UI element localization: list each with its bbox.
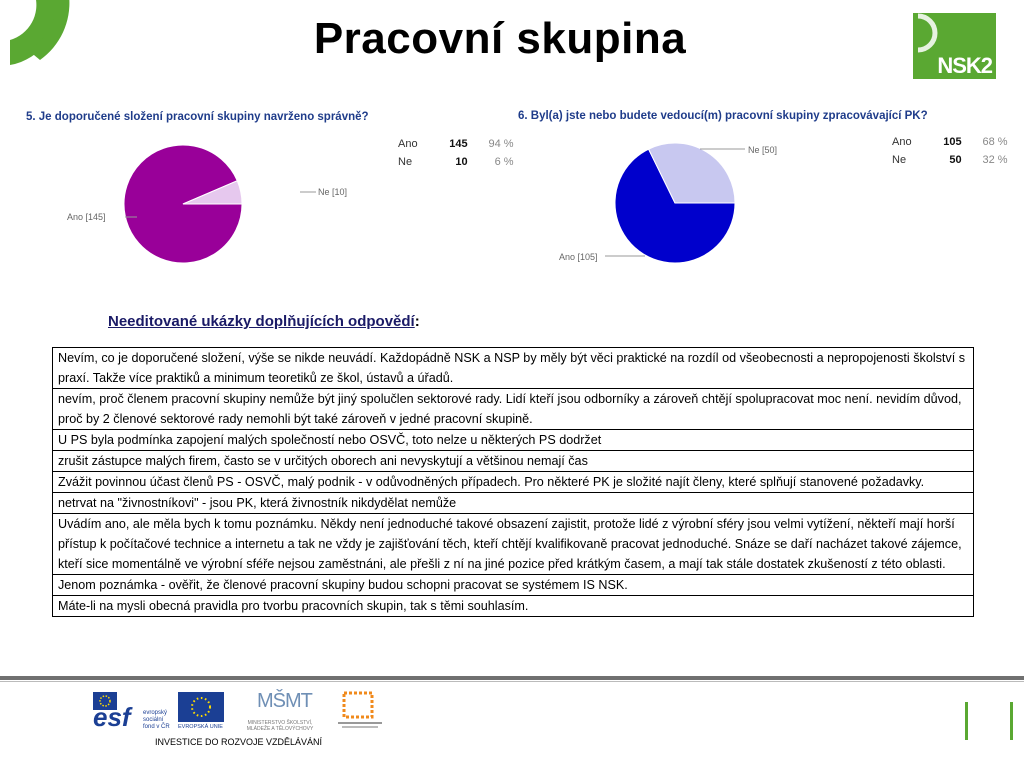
answer-text: Jenom poznámka - ověřit, že členové pracovní skupiny budou schopni pracovat se systémem IS NSK. <box>53 575 974 596</box>
answer-row <box>53 472 974 493</box>
answer-text: Uvádím ano, ale měla bych k tomu poznámku. Někdy není jednoduché takové obsazení zajistit, protože lidé z výrobní sféry jsou velmi vytížení, někteří mají horší přístup k počítačové technice a internetu a tak ne vždy je zajišťování těch, kteří chtějí kvalifikovaně pracovat jednoduché. Snáze se daří nacházet takové zájemce, kteří sice momentálně ve výrobní sféře nejsou zaměstnáni, ale přešli z ní na jiné pozice před krátkým časem, a mají tak stále dostatek zkušeností z této oblasti. <box>53 514 974 575</box>
chart5-stats-row <box>392 153 520 171</box>
answer-text: Nevím, co je doporučené složení, výše se nikde neuvádí. Každopádně NSK a NSP by měly být věci praktické na rozdíl od všeobecnosti a nepropojenosti školství s praxí. Takže více praktiků a minimum teoretiků ze škol, ústavů a úřadů. <box>53 348 974 389</box>
answer-row <box>53 596 974 617</box>
answer-text: nevím, proč členem pracovní skupiny nemůže být jiný spolučlen sektorové rady. Lidí kteří jsou odborníky a zároveň chtějí spolupracovat moc není. nevidím důvod, proč by 2 členové sektorové rady nemohli být také zároveň v jedné pracovní skupině. <box>53 389 974 430</box>
answers-heading-text: Needitované ukázky doplňujících odpovědí <box>108 313 415 330</box>
page-title: Pracovní skupina <box>313 14 687 63</box>
answer-row <box>53 389 974 430</box>
stat-count: 50 <box>949 154 962 166</box>
esf-sub-line: sociální <box>143 717 164 723</box>
slice-label: Ano [145] <box>67 212 106 222</box>
stat-label: Ano <box>892 136 912 148</box>
chart5-pie <box>60 135 348 275</box>
slice-label: Ano [105] <box>559 252 598 262</box>
chart6-stats-row <box>886 133 1014 151</box>
answer-text: Máte-li na mysli obecná pravidla pro tvorbu pracovních skupin, tak s těmi souhlasím. <box>53 596 974 617</box>
msmt-sub-line: MLÁDEŽE A TĚLOVÝCHOVY <box>246 726 314 732</box>
logo-arc-icon <box>913 13 953 53</box>
msmt-logo <box>237 690 327 734</box>
stat-label: Ano <box>398 138 418 150</box>
esf-logo-text: esf <box>93 702 131 732</box>
answer-row <box>53 514 974 575</box>
answer-row <box>53 430 974 451</box>
msmt-subtitle <box>237 720 323 732</box>
slice-label: Ne [50] <box>748 145 778 155</box>
eu-logo <box>178 692 228 734</box>
stat-percent: 94 % <box>488 138 514 150</box>
answer-text: U PS byla podmínka zapojení malých společností nebo OSVČ, toto nelze u některých PS dodržet <box>53 430 974 451</box>
stat-percent: 6 % <box>494 156 514 168</box>
esf-subtitle <box>143 710 170 731</box>
eu-flag-icon <box>178 692 224 722</box>
answers-table <box>52 347 974 617</box>
stat-label: Ne <box>892 154 907 166</box>
chart5-question: 5. Je doporučené složení pracovní skupiny navrženo správně? <box>26 111 369 123</box>
eu-label: EVROPSKÁ UNIE <box>178 724 223 730</box>
answer-row <box>53 493 974 514</box>
answers-heading <box>108 313 420 330</box>
footer-divider <box>0 676 1024 680</box>
esf-sub-line: evropský <box>143 710 168 716</box>
answers-heading-colon: : <box>414 313 420 330</box>
stat-count: 105 <box>943 136 962 148</box>
stat-count: 10 <box>455 156 468 168</box>
footer-divider-thin <box>0 681 1024 682</box>
nsk2-logo <box>913 13 996 79</box>
msmt-logo-text: MŠMT <box>257 690 312 712</box>
msmt-sub-line: MINISTERSTVO ŠKOLSTVÍ, <box>247 720 313 726</box>
chart5-stats-table <box>392 135 520 171</box>
chart6-stats-row <box>886 151 1014 169</box>
decorative-bar <box>1010 702 1013 740</box>
esf-logo <box>93 692 175 734</box>
answer-row <box>53 575 974 596</box>
stat-label: Ne <box>398 156 413 168</box>
chart5-stats-row <box>392 135 520 153</box>
stat-count: 145 <box>449 138 468 150</box>
stat-percent: 68 % <box>982 136 1008 148</box>
op-vk-logo-icon <box>336 690 386 730</box>
answer-text: zrušit zástupce malých firem, často se v určitých oborech ani nevyskytují a většinou nemají čas <box>53 451 974 472</box>
chart6-question: 6. Byl(a) jste nebo budete vedoucí(m) pracovní skupiny zpracovávající PK? <box>518 110 928 122</box>
nsk2-logo-text: NSK2 <box>937 53 992 78</box>
stat-percent: 32 % <box>982 154 1008 166</box>
answer-row <box>53 451 974 472</box>
chart6-stats-table <box>886 133 1014 169</box>
answer-text: Zvážit povinnou účast členů PS - OSVČ, malý podnik - v odůvodněných případech. Pro některé PK je složité najít členy, které splňují stanovené požadavky. <box>53 472 974 493</box>
chart6-pie <box>555 135 815 270</box>
footer-slogan: INVESTICE DO ROZVOJE VZDĚLÁVÁNÍ <box>155 737 323 747</box>
slice-label: Ne [10] <box>318 187 348 197</box>
answer-row <box>53 348 974 389</box>
esf-sub-line: fond v ČR <box>143 724 170 730</box>
answer-text: netrvat na "živnostníkovi" - jsou PK, která živnostník nikdydělat nemůže <box>53 493 974 514</box>
decorative-bar <box>965 702 968 740</box>
